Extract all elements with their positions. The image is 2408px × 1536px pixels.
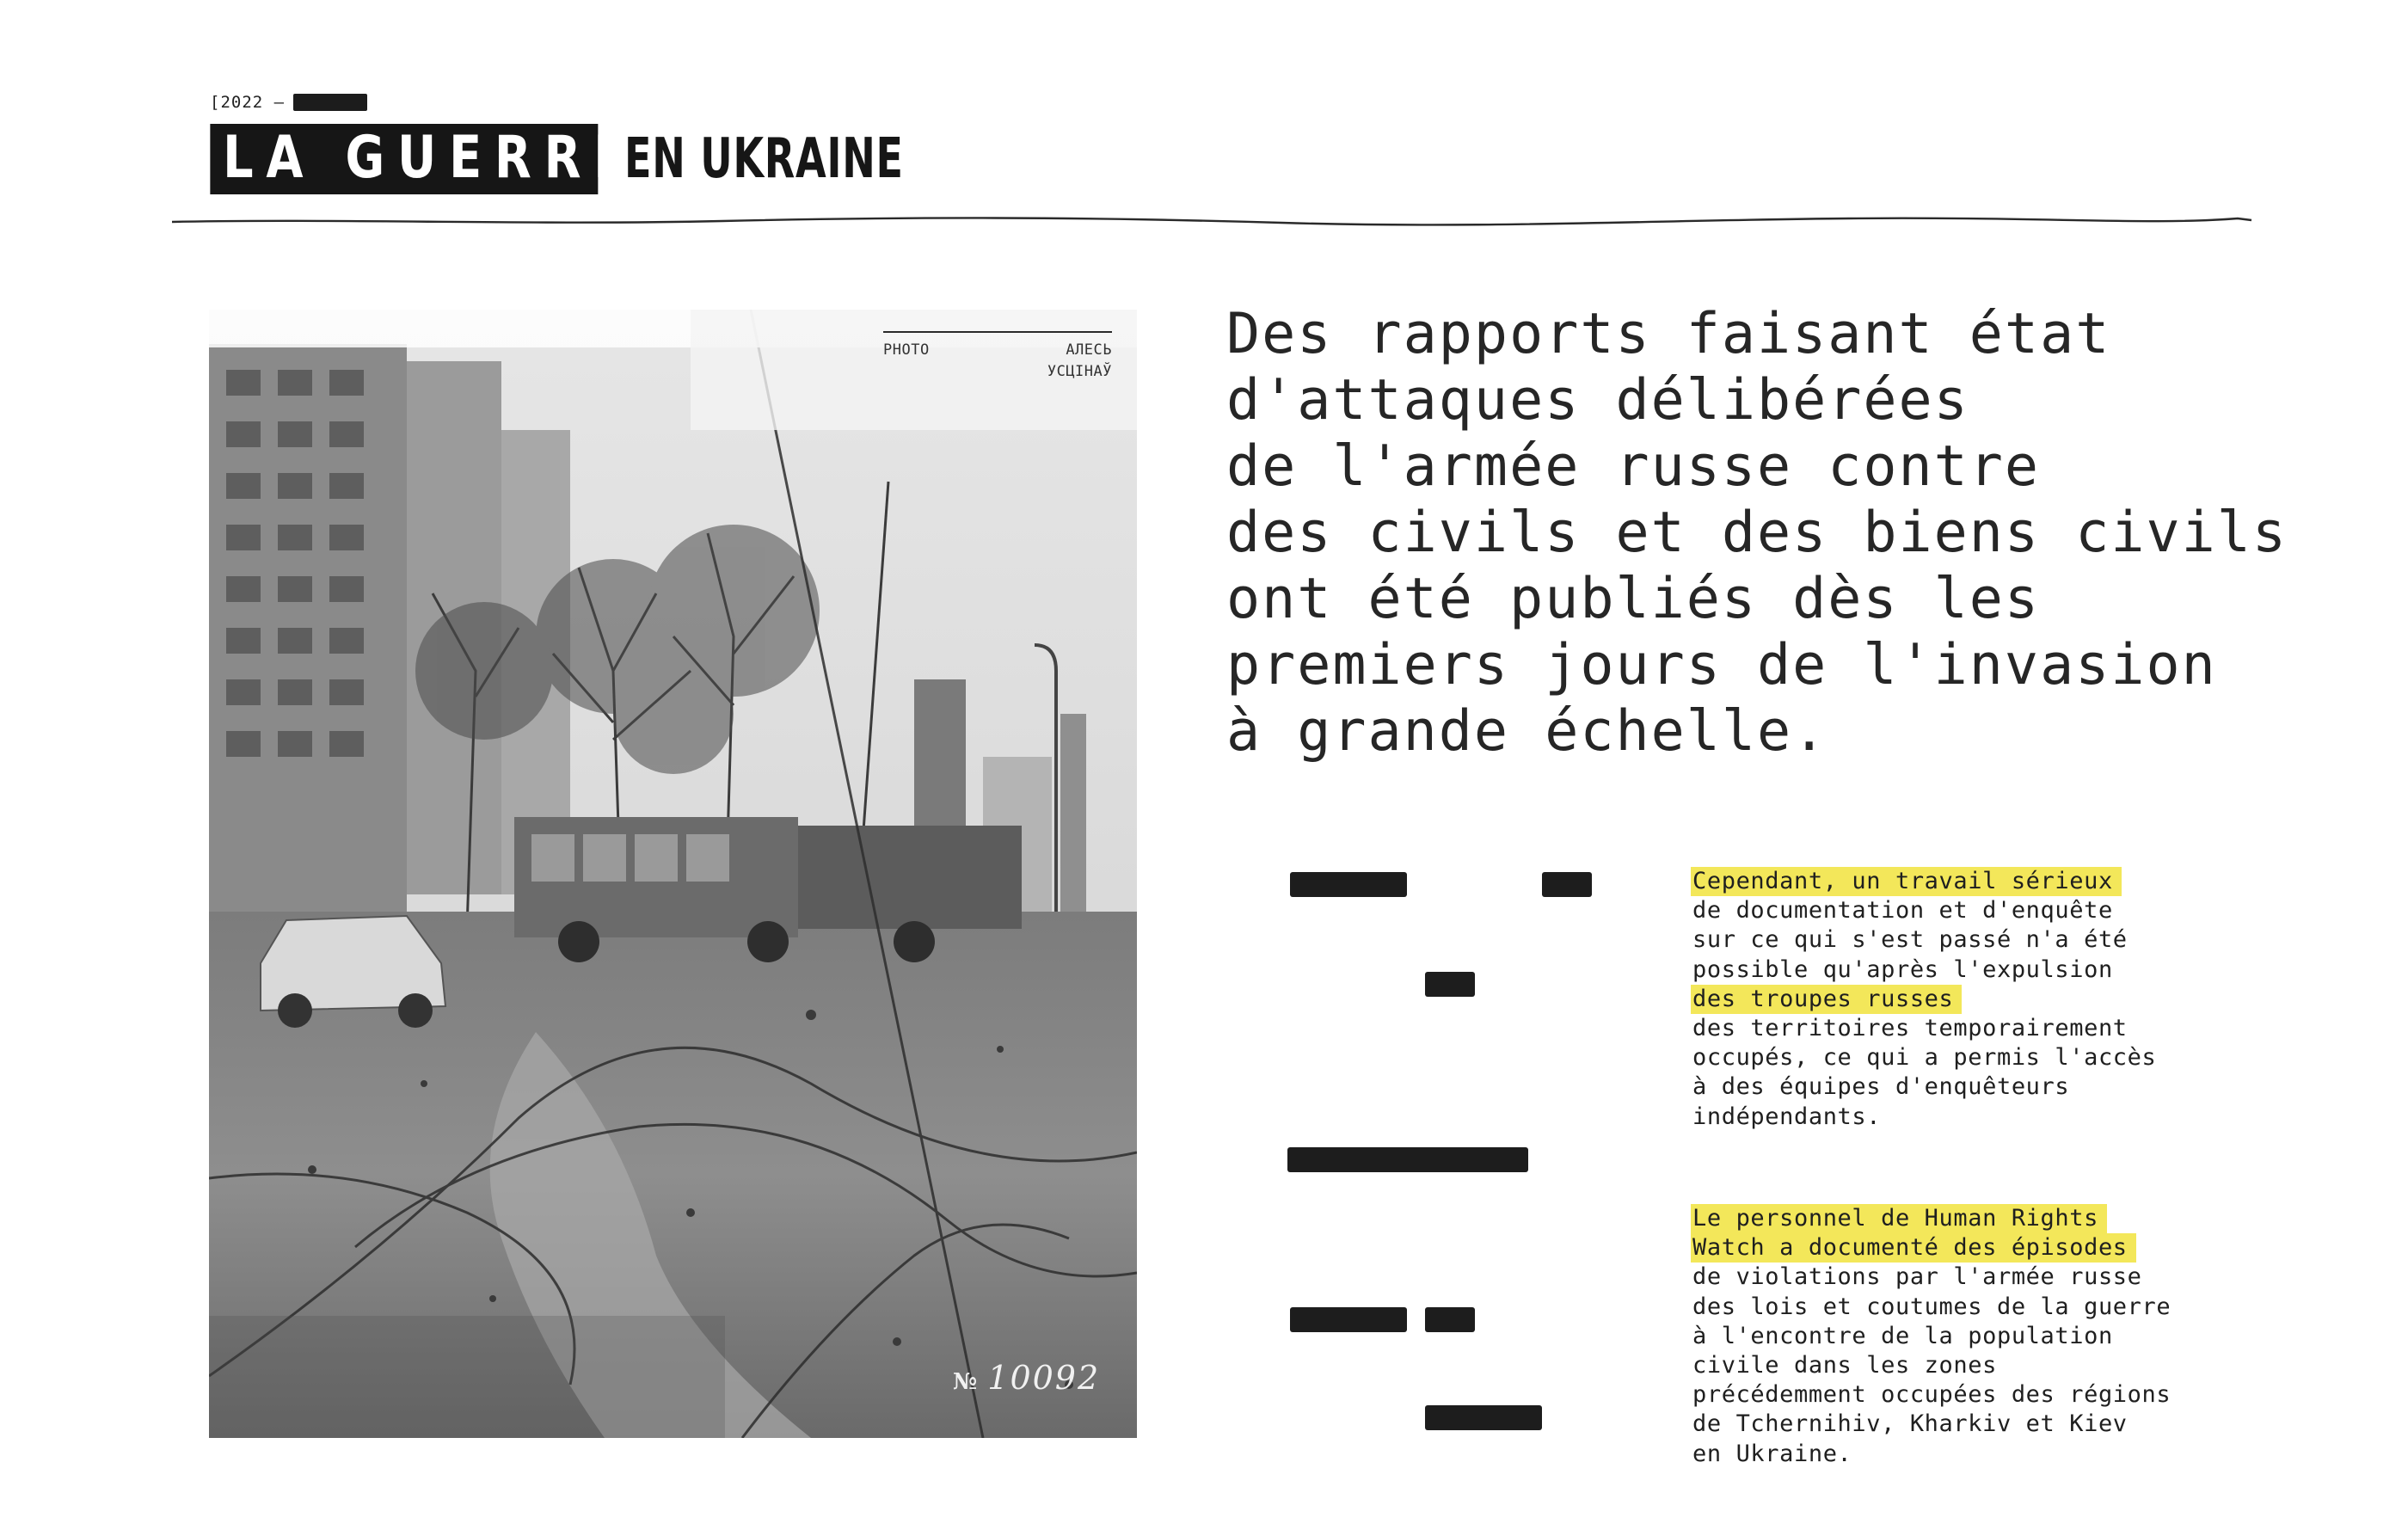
redaction-bar [1287,1147,1528,1172]
paragraph-line: de violations par l'armée russe [1692,1263,2142,1291]
paragraph-line: à des équipes d'enquêteurs [1692,1073,2070,1101]
paragraph-line: des lois et coutumes de la guerre [1692,1293,2172,1320]
date-redaction [293,94,367,111]
highlighted-text: Watch a documenté des épisodes [1691,1233,2136,1263]
credit-name [1047,340,1112,383]
redaction-bar [1425,1307,1475,1332]
date-text: [2022 – [210,93,286,112]
redaction-bar [1425,1405,1542,1430]
credit-label: PHOTO [883,341,930,359]
page-title [212,124,904,193]
title-boxed: LA GUERRE [212,126,597,193]
lead-text: Des rapports faisant état d'attaques délibérées de l'armée russe contre des civils et des biens civils ont été publiés dès les premiers jours de l'invasion à grande échelle. [1226,302,2288,764]
highlighted-text: Le personnel de Human Rights [1691,1204,2107,1233]
paragraph-line: sur ce qui s'est passé n'a été [1692,926,2128,954]
redaction-bar [1425,972,1475,997]
paragraph-line: des territoires temporairement [1692,1015,2128,1042]
photo-credit [883,331,1112,383]
paragraph-documentation [1692,867,2156,1132]
paragraph-line: possible qu'après l'expulsion [1692,955,2113,983]
date-tag [210,93,367,112]
highlighted-text: Cependant, un travail sérieux [1691,867,2122,896]
street-scene-image [209,310,1137,1438]
war-photo [209,310,1137,1438]
credit-name-line1: АЛЕСЬ [1066,341,1112,359]
paragraph-line: de Tchernihiv, Kharkiv et Kiev [1692,1410,2128,1438]
title-rest: EN UKRAINE [624,127,904,191]
paragraph-human-rights-watch [1692,1204,2171,1469]
photo-number-prefix: № [953,1369,980,1395]
header-rule [172,206,2253,232]
paragraph-line: précédemment occupées des régions [1692,1381,2172,1409]
paragraph-line: à l'encontre de la population [1692,1322,2113,1349]
highlighted-text: des troupes russes [1691,985,1962,1014]
credit-name-line2: УСЦІНАЎ [1047,363,1112,380]
paragraph-line: indépendants. [1692,1103,1882,1130]
redaction-bar [1290,1307,1407,1332]
photo-number [953,1359,1100,1397]
paragraph-line: de documentation et d'enquête [1692,897,2113,925]
photo-number-value: 10092 [987,1359,1101,1397]
redaction-bar [1542,872,1592,897]
paragraph-line: occupés, ce qui a permis l'accès [1692,1044,2157,1072]
redaction-bar [1290,872,1407,897]
paragraph-line: civile dans les zones [1692,1352,1997,1379]
paragraph-line: en Ukraine. [1692,1440,1852,1467]
